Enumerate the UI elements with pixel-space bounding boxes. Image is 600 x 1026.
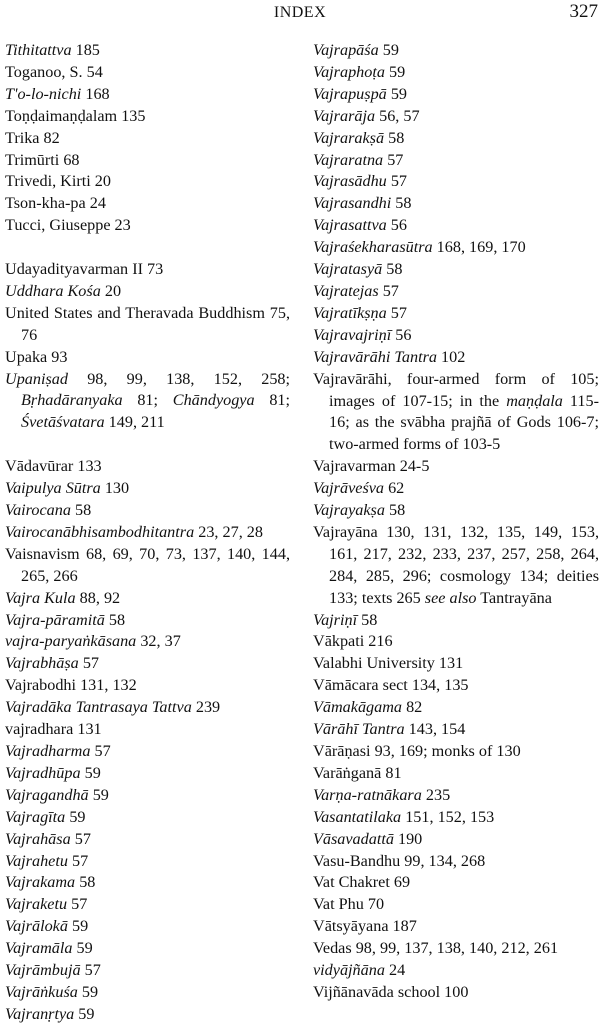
index-entry: Vajravajriṇī 56 — [313, 325, 412, 344]
index-entry: Vajravārāhi, four-armed form of 105; images of 107-15; in the maṇḍala 115-16; as the svābha prajñā of Gods 106-7; two-armed forms of 103-5 — [313, 369, 599, 454]
index-entry: vajradhara 131 — [5, 720, 102, 739]
index-entry: Vajrarāja 56, 57 — [313, 106, 420, 125]
index-entry: Vairocana 58 — [5, 501, 92, 519]
index-entry: Vajradhūpa 59 — [5, 763, 101, 782]
index-entry: Vāmācara sect 134, 135 — [313, 676, 469, 695]
index-entry: Vairocanābhisambodhitantra 23, 27, 28 — [5, 522, 263, 541]
index-column-right — [313, 40, 599, 1004]
index-entry: Vajrasandhi 58 — [313, 194, 412, 213]
index-entry: Vajraketu 57 — [5, 895, 88, 914]
index-entry: Vajratīkṣṇa 57 — [313, 303, 407, 322]
index-entry: Varāṅganā 81 — [313, 763, 402, 782]
index-entry: Vajrabhāṣa 57 — [5, 654, 99, 673]
index-entry: Toṇḍaimaṇḍalam 135 — [5, 106, 146, 125]
index-entry: Vajra Kula 88, 92 — [5, 588, 121, 607]
index-entry: Trivedi, Kirti 20 — [5, 172, 111, 191]
index-entry: Vārāṇasi 93, 169; monks of 130 — [313, 742, 521, 760]
index-entry: Vajragīta 59 — [5, 807, 86, 826]
index-entry: Vajraśekharasūtra 168, 169, 170 — [313, 238, 526, 257]
index-entry: Vajravarman 24-5 — [313, 457, 430, 476]
page-number: 327 — [569, 1, 598, 22]
index-entry: Vajrayakṣa 58 — [313, 501, 406, 520]
index-entry: Vajrāṅkuśa 59 — [5, 982, 99, 1001]
index-entry: Vārāhī Tantra 143, 154 — [313, 720, 466, 739]
index-entry: Vajrasādhu 57 — [313, 172, 407, 191]
index-entry: Toganoo, S. 54 — [5, 62, 103, 81]
letter-group-gap — [5, 434, 290, 456]
index-entry: Vajrasattva 56 — [313, 216, 407, 235]
index-entry: Vasantatilaka 151, 152, 153 — [313, 807, 495, 826]
index-entry: Vajrāveśva 62 — [313, 479, 405, 498]
index-entry: Tson-kha-pa 24 — [5, 194, 106, 213]
index-entry: Vat Chakret 69 — [313, 873, 411, 892]
index-entry: Upaniṣad 98, 99, 138, 152, 258; Bṛhadāranyaka 81; Chāndyogya 81; Śvetāśvatara 149, 211 — [5, 369, 291, 432]
index-entry: Vajriṇī 58 — [313, 610, 378, 629]
index-entry: Tucci, Giuseppe 23 — [5, 216, 131, 235]
index-entry: Vajradāka Tantrasaya Tattva 239 — [5, 698, 221, 717]
index-entry: Vākpati 216 — [313, 632, 393, 651]
index-entry: Vajrabodhi 131, 132 — [5, 676, 137, 695]
index-entry: Varṇa-ratnākara 235 — [313, 785, 451, 804]
index-entry: Vajratejas 57 — [313, 281, 399, 300]
index-entry: Vajrālokā 59 — [5, 917, 89, 936]
index-entry: Udayadityavarman II 73 — [5, 260, 164, 279]
index-entry: Vajrāmbujā 57 — [5, 961, 101, 980]
index-entry: Vajrahetu 57 — [5, 851, 89, 870]
index-entry: Vajratasyā 58 — [313, 260, 403, 279]
index-entry: Vajrakama 58 — [5, 873, 96, 892]
running-head: INDEX — [273, 4, 327, 21]
index-entry: Vaisnavism 68, 69, 70, 73, 137, 140, 144, 265, 266 — [5, 544, 290, 585]
index-entry: T'o-lo-nichi 168 — [5, 84, 110, 103]
index-entry: Vajranṛtya 59 — [5, 1004, 95, 1023]
index-entry: Vajra-pāramitā 58 — [5, 610, 126, 629]
index-entry: Vāmakāgama 82 — [313, 698, 423, 717]
index-entry: Vātsyāyana 187 — [313, 917, 417, 936]
index-entry: Tithitattva 185 — [5, 41, 100, 59]
index-entry: vajra-paryaṅkāsana 32, 37 — [5, 632, 181, 651]
index-entry: Valabhi University 131 — [313, 654, 464, 673]
index-entry: Vajraratna 57 — [313, 150, 404, 169]
index-entry: Vajrayāna 130, 131, 132, 135, 149, 153, 161, 217, 232, 233, 237, 257, 258, 264, 284, 285, 296; cosmology 134; deities 133; texts 265 see also Tantrayāna — [313, 522, 599, 607]
index-entry: Uddhara Kośa 20 — [5, 281, 122, 300]
page-header — [0, 0, 600, 36]
index-entry: Vijñānavāda school 100 — [313, 982, 469, 1001]
index-entry: Vajradharma 57 — [5, 741, 111, 760]
index-column-left — [5, 40, 290, 1026]
letter-group-gap — [5, 237, 290, 259]
index-entry: Vedas 98, 99, 137, 138, 140, 212, 261 — [313, 939, 559, 958]
index-entry: Trimūrti 68 — [5, 150, 80, 169]
index-entry: Vaipulya Sūtra 130 — [5, 479, 130, 498]
index-entry: Vāsavadattā 190 — [313, 829, 423, 848]
index-entry: Vajramāla 59 — [5, 939, 93, 958]
index-entry: Vat Phu 70 — [313, 895, 385, 914]
index-entry: Vajraphoṭa 59 — [313, 62, 406, 81]
index-entry: Vajrarakṣā 58 — [313, 128, 405, 147]
index-entry: Vajravārāhi Tantra 102 — [313, 347, 466, 366]
index-entry: Trika 82 — [5, 128, 60, 147]
index-entry: Vādavūrar 133 — [5, 457, 102, 476]
index-entry: Vajrapuṣpā 59 — [313, 84, 407, 103]
index-entry: Vajrahāsa 57 — [5, 829, 91, 848]
index-entry: Vajragandhā 59 — [5, 785, 109, 804]
index-entry: Vajrapāśa 59 — [313, 41, 399, 59]
index-entry: Vasu-Bandhu 99, 134, 268 — [313, 851, 486, 870]
index-entry: United States and Theravada Buddhism 75, 76 — [5, 303, 290, 344]
index-entry: Upaka 93 — [5, 347, 68, 366]
index-entry: vidyājñāna 24 — [313, 961, 406, 980]
